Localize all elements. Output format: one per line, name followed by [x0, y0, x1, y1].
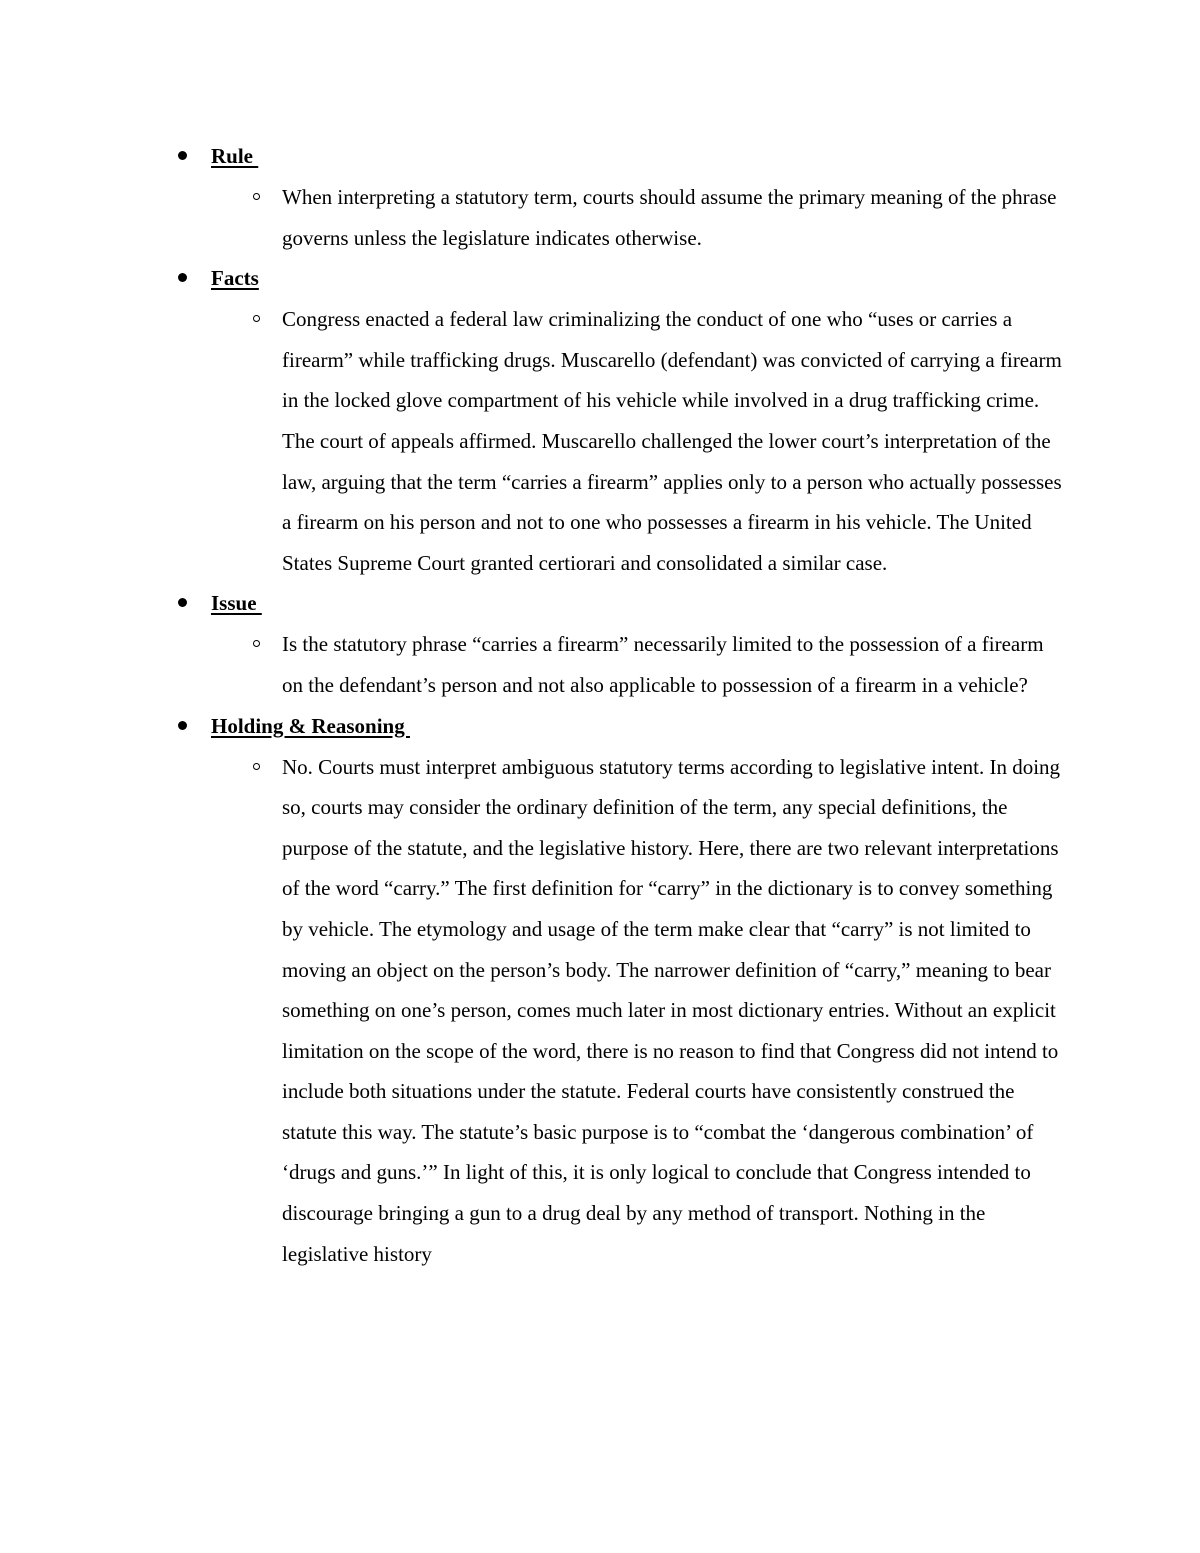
filled-bullet-icon — [178, 273, 187, 282]
rule-text: When interpreting a statutory term, courts should assume the primary meaning of the phrase governs unless the legislature indicates otherwise. — [282, 185, 1057, 250]
case-brief-outline — [174, 136, 1074, 1274]
filled-bullet-icon — [178, 721, 187, 730]
holding-reasoning-text: No. Courts must interpret ambiguous statutory terms according to legislative intent. In doing so, courts may consider the ordinary definition of the term, any special definitions, the purpose of the statute, and the legislative history. Here, there are two relevant interpretations of the word “carry.” The first definition for “carry” in the dictionary is to convey something by vehicle. The etymology and usage of the term make clear that “carry” is not limited to moving an object on the person’s body. The narrower definition of “carry,” meaning to bear something on one’s person, comes much later in most dictionary entries. Without an explicit limitation on the scope of the word, there is no reason to find that Congress did not intend to include both situations under the statute. Federal courts have consistently construed the statute this way. The statute’s basic purpose is to “combat the ‘dangerous combination’ of ‘drugs and guns.’” In light of this, it is only logical to conclude that Congress intended to discourage bringing a gun to a drug deal by any method of transport. Nothing in the legislative history — [282, 754, 1061, 1266]
section-rule — [174, 136, 1074, 258]
rule-heading: Rule — [211, 144, 259, 168]
section-issue — [174, 583, 1074, 705]
hollow-bullet-icon — [253, 315, 260, 322]
facts-text: Congress enacted a federal law criminalizing the conduct of one who “uses or carries a firearm” while trafficking drugs. Muscarello (defendant) was convicted of carrying a firearm in the locked glove compartment of his vehicle while involved in a drug trafficking crime. The court of appeals affirmed. Muscarello challenged the lower court’s interpretation of the law, arguing that the term “carries a firearm” applies only to a person who actually possesses a firearm on his person and not to one who possesses a firearm in his vehicle. The United States Supreme Court granted certiorari and consolidated a similar case. — [282, 307, 1062, 575]
issue-text: Is the statutory phrase “carries a firearm” necessarily limited to the possession of a firearm on the defendant’s person and not also applicable to possession of a firearm in a vehicle? — [282, 632, 1044, 697]
list-item — [174, 177, 1074, 258]
hollow-bullet-icon — [253, 640, 260, 647]
list-item — [174, 299, 1074, 583]
hollow-bullet-icon — [253, 193, 260, 200]
issue-heading: Issue — [211, 591, 262, 616]
section-facts — [174, 258, 1074, 583]
filled-bullet-icon — [178, 151, 187, 160]
list-item — [174, 747, 1074, 1275]
holding-reasoning-heading: Holding & Reasoning — [211, 713, 410, 738]
section-holding-reasoning — [174, 706, 1074, 1275]
section-heading-line — [174, 583, 1074, 624]
section-heading-line — [174, 706, 1074, 747]
list-item — [174, 624, 1074, 705]
section-heading-line — [174, 136, 1074, 177]
facts-heading: Facts — [211, 266, 259, 291]
hollow-bullet-icon — [253, 763, 260, 770]
filled-bullet-icon — [178, 598, 187, 607]
section-heading-line — [174, 258, 1074, 299]
